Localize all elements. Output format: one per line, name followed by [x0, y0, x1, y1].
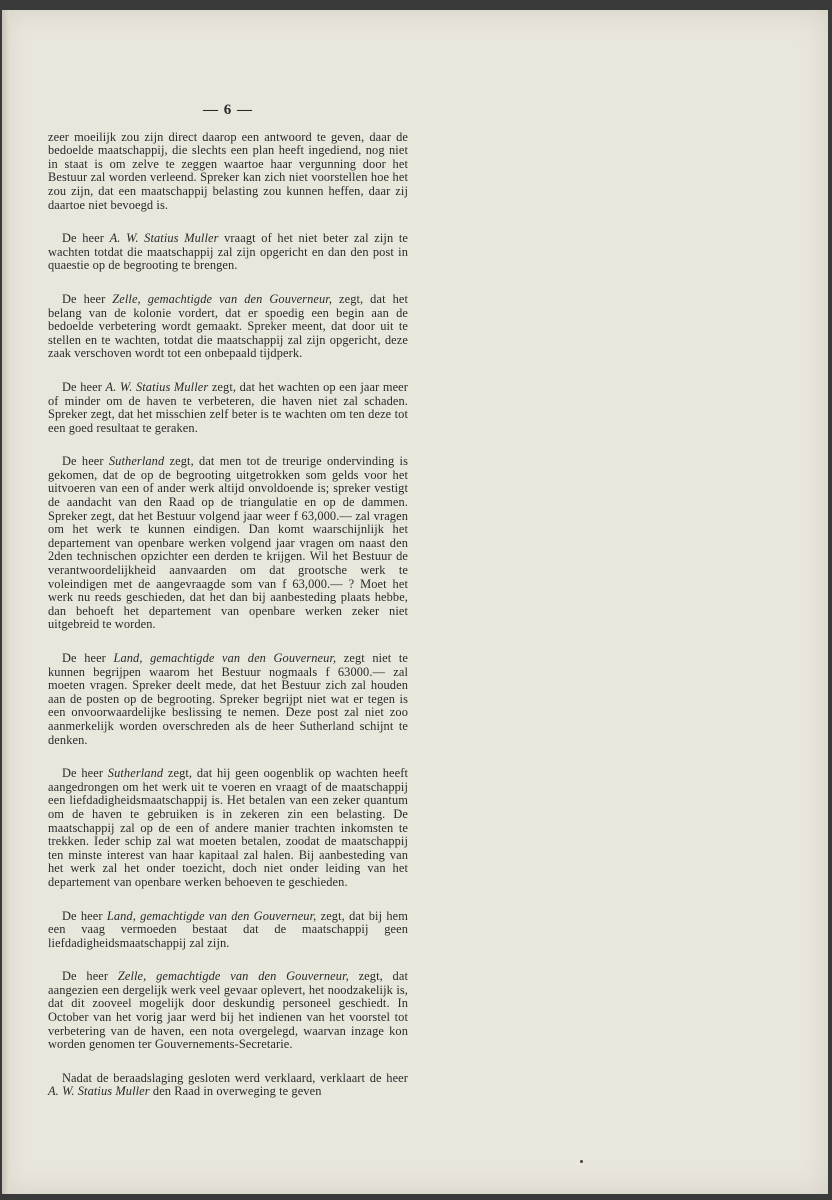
speaker-name: Zelle, gemachtigde van den Gouverneur,: [112, 291, 333, 306]
binding-edge: [2, 10, 10, 1194]
paragraph-2: De heer A. W. Statius Muller vraagt of het niet beter zal zijn te wachten totdat die maatschappij zal zijn opgericht en dan den post in quaestie op de begrooting te brengen.: [48, 231, 409, 273]
speaker-name: A. W. Statius Muller: [48, 1084, 150, 1099]
paragraph-4: De heer A. W. Statius Muller zegt, dat het wachten op een jaar meer of minder om de haven te verbeteren, die haven niet zal schaden. Spreker zegt, dat het misschien zelf beter is te wachten om ten deze tot een goed resultaat te geraken.: [48, 379, 409, 435]
page-number: — 6 —: [203, 102, 253, 118]
paragraph-3: De heer Zelle, gemachtigde van den Gouverneur, zegt, dat het belang van de kolonie vordert, dat er spoedig een begin aan de bedoelde verbetering wordt gemaakt. Spreker meent, dat door uit te stellen en te wachten, totdat die maatschappij zal zijn opgericht, deze zaak verschoven wordt tot een onbepaald tijdperk.: [48, 291, 409, 361]
paragraph-5: De heer Sutherland zegt, dat men tot de treurige ondervinding is gekomen, dat de op de begrooting uitgetrokken som gelds voor het uitvoeren van een of ander werk altijd onvoldoende is; spreker vestigt de aandacht van den Raad op de triangulatie en op de dammen. Spreker zegt, dat het Bestuur volgend jaar weer f 63,000.— zal vragen om het werk te kunnen eindigen. Dan komt waarschijnlijk het departement van openbare werken volgend jaar vragen om naast den 2den technischen opzichter een derden te krijgen. Wil het Bestuur de verantwoordelijkheid aanvaarden om dat grootsche werk te voleindigen met de aangevraagde som van f 63,000.— ? Moet het werk nu reeds geschieden, dat het dan bij aanbesteding plaats hebbe, dan behoeft het departement van openbare werken zeker niet uitgebreid te worden.: [48, 454, 408, 632]
paragraph-8: De heer Land, gemachtigde van den Gouverneur, zegt, dat bij hem een vaag vermoeden bestaat dat de maatschappij geen liefdadigheidsmaatschappij zal zijn.: [48, 908, 408, 950]
paper-speck: [580, 1160, 583, 1163]
speaker-name: Land, gemachtigde van den Gouverneur,: [113, 651, 337, 665]
speaker-name: A. W. Statius Muller: [105, 379, 209, 394]
speaker-name: A. W. Statius Muller: [109, 231, 219, 246]
speaker-name: Sutherland: [108, 454, 165, 469]
speaker-name: Sutherland: [107, 766, 164, 781]
speaker-name: Zelle, gemachtigde van den Gouverneur,: [117, 969, 349, 984]
paragraph-6: De heer Land, gemachtigde van den Gouverneur, zegt niet te kunnen begrijpen waarom het Bestuur nogmaals f 63000.— zal moeten vragen. Spreker deelt mede, dat het Bestuur zich zal houden aan de posten op de begrooting. Spreker begrijpt niet wat er tegen is een onvoorwaardelijke beslissing te nemen. Deze post zal niet zoo aanmerkelijk worden overschreden als de heer Sutherland schijnt te denken.: [48, 651, 408, 747]
paragraph-9: De heer Zelle, gemachtigde van den Gouverneur, zegt, dat aangezien een dergelijk werk veel gevaar oplevert, het noodzakelijk is, dat dit zooveel mogelijk door deskundig personeel geschiedt. In October van het vorig jaar werd bij het indienen van het voorstel tot verbetering van de haven, een nota overgelegd, waarvan inzage kon worden genomen ter Gouvernements-Secretarie.: [48, 969, 408, 1052]
text-column: [48, 104, 408, 1099]
paragraph-10: Nadat de beraadslaging gesloten werd verklaard, verklaart de heer A. W. Statius Muller den Raad in overweging te geven: [48, 1070, 408, 1099]
paragraph-1: zeer moeilijk zou zijn direct daarop een antwoord te geven, daar de bedoelde maatschappij, die slechts een plan heeft ingediend, nog niet in staat is om zelve te zeggen waartoe haar vergunning door het Bestuur zal worden verleend. Spreker kan zich niet voorstellen hoe het zou zijn, dat een maatschappij belasting zou kunnen heffen, daar zij daartoe niet bevoegd is.: [48, 129, 408, 212]
paragraph-7: De heer Sutherland zegt, dat hij geen oogenblik op wachten heeft aangedrongen om het werk uit te voeren en vraagt of de maatschappij een liefdadigheidsmaatschappij is. Het betalen van een zeker quantum om de haven te gebruiken is in zekeren zin een belasting. De maatschappij zal op de een of andere manier trachten inkomsten te trekken. Ieder schip zal wat moeten betalen, zoodat de maatschappij ten minste interest van haar kapitaal zal halen. Bij aanbesteding van het werk zal het onder toezicht, doch niet onder leiding van het departement van openbare werken behoeven te geschieden.: [48, 766, 409, 889]
document-page: [2, 10, 828, 1194]
speaker-name: Land, gemachtigde van den Gouverneur,: [106, 908, 317, 923]
